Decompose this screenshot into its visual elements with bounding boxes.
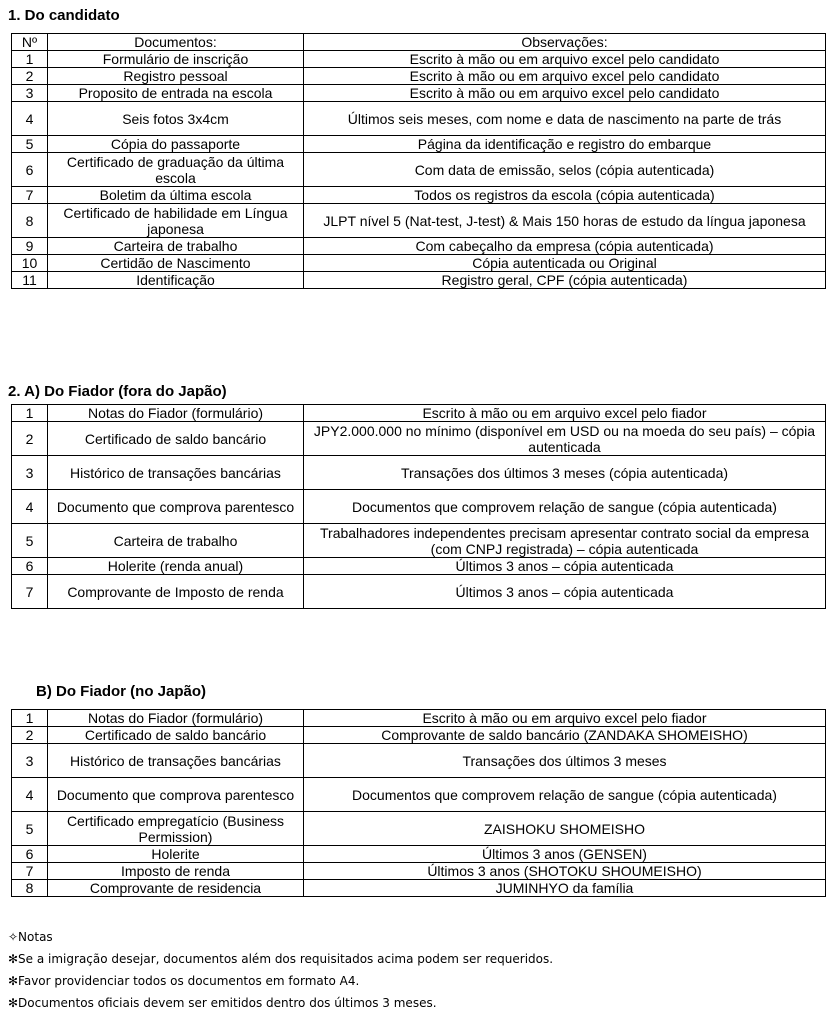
guarantor-abroad-table (11, 404, 826, 609)
col-header-documents: Documentos: (48, 34, 304, 51)
document-name: Cópia do passaporte (48, 136, 304, 153)
table-row (12, 204, 826, 238)
document-name: Holerite (renda anual) (48, 558, 304, 575)
table-row (12, 187, 826, 204)
table-row (12, 238, 826, 255)
observation: Escrito à mão ou em arquivo excel pelo candidato (304, 51, 826, 68)
row-number: 8 (12, 204, 48, 238)
document-name: Holerite (48, 846, 304, 863)
row-number: 9 (12, 238, 48, 255)
row-number: 1 (12, 710, 48, 727)
table-row (12, 744, 826, 778)
observation: Transações dos últimos 3 meses (cópia autenticada) (304, 456, 826, 490)
observation: Últimos 3 anos – cópia autenticada (304, 558, 826, 575)
row-number: 11 (12, 272, 48, 289)
table-row (12, 863, 826, 880)
document-name: Certificado de graduação da última escola (48, 153, 304, 187)
row-number: 6 (12, 558, 48, 575)
row-number: 3 (12, 744, 48, 778)
observation: Escrito à mão ou em arquivo excel pelo fiador (304, 405, 826, 422)
table-row (12, 575, 826, 609)
row-number: 5 (12, 524, 48, 558)
observation: Escrito à mão ou em arquivo excel pelo candidato (304, 85, 826, 102)
document-name: Notas do Fiador (formulário) (48, 405, 304, 422)
note-item-2: ✻Favor providenciar todos os documentos em formato A4. (8, 974, 360, 988)
observation: JUMINHYO da família (304, 880, 826, 897)
document-name: Carteira de trabalho (48, 524, 304, 558)
row-number: 10 (12, 255, 48, 272)
observation: Com data de emissão, selos (cópia autenticada) (304, 153, 826, 187)
observation: Escrito à mão ou em arquivo excel pelo fiador (304, 710, 826, 727)
document-name: Certificado de habilidade em Língua japonesa (48, 204, 304, 238)
col-header-observations: Observações: (304, 34, 826, 51)
table-row (12, 558, 826, 575)
notes-title: ✧Notas (8, 930, 53, 944)
row-number: 5 (12, 812, 48, 846)
row-number: 1 (12, 405, 48, 422)
observation: Página da identificação e registro do embarque (304, 136, 826, 153)
guarantor-japan-table (11, 709, 826, 897)
document-name: Documento que comprova parentesco (48, 490, 304, 524)
row-number: 4 (12, 778, 48, 812)
row-number: 2 (12, 422, 48, 456)
row-number: 7 (12, 187, 48, 204)
observation: Com cabeçalho da empresa (cópia autenticada) (304, 238, 826, 255)
note-item-1: ✻Se a imigração desejar, documentos além dos requisitados acima podem ser requeridos. (8, 952, 554, 966)
col-header-number: Nº (12, 34, 48, 51)
document-name: Formulário de inscrição (48, 51, 304, 68)
row-number: 2 (12, 727, 48, 744)
document-name: Imposto de renda (48, 863, 304, 880)
document-name: Histórico de transações bancárias (48, 456, 304, 490)
row-number: 7 (12, 575, 48, 609)
observation: Trabalhadores independentes precisam apresentar contrato social da empresa (com CNPJ registrada) – cópia autenticada (304, 524, 826, 558)
table-row (12, 880, 826, 897)
row-number: 6 (12, 153, 48, 187)
row-number: 3 (12, 85, 48, 102)
row-number: 6 (12, 846, 48, 863)
document-name: Notas do Fiador (formulário) (48, 710, 304, 727)
document-name: Seis fotos 3x4cm (48, 102, 304, 136)
document-name: Documento que comprova parentesco (48, 778, 304, 812)
row-number: 4 (12, 102, 48, 136)
document-name: Comprovante de residencia (48, 880, 304, 897)
observation: Documentos que comprovem relação de sangue (cópia autenticada) (304, 778, 826, 812)
document-name: Identificação (48, 272, 304, 289)
document-name: Proposito de entrada na escola (48, 85, 304, 102)
note-item-3: ✻Documentos oficiais devem ser emitidos dentro dos últimos 3 meses. (8, 996, 437, 1010)
row-number: 1 (12, 51, 48, 68)
observation: Escrito à mão ou em arquivo excel pelo candidato (304, 68, 826, 85)
observation: Transações dos últimos 3 meses (304, 744, 826, 778)
observation: JPY2.000.000 no mínimo (disponível em USD ou na moeda do seu país) – cópia autenticada (304, 422, 826, 456)
observation: Cópia autenticada ou Original (304, 255, 826, 272)
table-row (12, 85, 826, 102)
candidate-documents-table (11, 33, 826, 289)
observation: Documentos que comprovem relação de sangue (cópia autenticada) (304, 490, 826, 524)
row-number: 7 (12, 863, 48, 880)
document-name: Certificado empregatício (Business Permission) (48, 812, 304, 846)
row-number: 2 (12, 68, 48, 85)
table-row (12, 846, 826, 863)
table-row (12, 68, 826, 85)
document-name: Comprovante de Imposto de renda (48, 575, 304, 609)
section2a-title: 2. A) Do Fiador (fora do Japão) (8, 383, 227, 400)
row-number: 8 (12, 880, 48, 897)
row-number: 3 (12, 456, 48, 490)
observation: Registro geral, CPF (cópia autenticada) (304, 272, 826, 289)
table-row (12, 422, 826, 456)
observation: ZAISHOKU SHOMEISHO (304, 812, 826, 846)
table-row (12, 255, 826, 272)
table-row (12, 524, 826, 558)
table-row (12, 778, 826, 812)
table-row (12, 405, 826, 422)
table-header-row (12, 34, 826, 51)
document-name: Carteira de trabalho (48, 238, 304, 255)
document-name: Registro pessoal (48, 68, 304, 85)
document-name: Certidão de Nascimento (48, 255, 304, 272)
document-name: Boletim da última escola (48, 187, 304, 204)
observation: Últimos 3 anos (GENSEN) (304, 846, 826, 863)
table-row (12, 812, 826, 846)
row-number: 5 (12, 136, 48, 153)
document-name: Certificado de saldo bancário (48, 422, 304, 456)
table-row (12, 727, 826, 744)
observation: Comprovante de saldo bancário (ZANDAKA SHOMEISHO) (304, 727, 826, 744)
document-name: Certificado de saldo bancário (48, 727, 304, 744)
section1-title: 1. Do candidato (8, 7, 120, 24)
table-row (12, 272, 826, 289)
table-row (12, 710, 826, 727)
row-number: 4 (12, 490, 48, 524)
table-row (12, 102, 826, 136)
section2b-title: B) Do Fiador (no Japão) (36, 683, 206, 700)
observation: Todos os registros da escola (cópia autenticada) (304, 187, 826, 204)
observation: Últimos 3 anos (SHOTOKU SHOUMEISHO) (304, 863, 826, 880)
observation: Últimos 3 anos – cópia autenticada (304, 575, 826, 609)
table-row (12, 153, 826, 187)
table-row (12, 136, 826, 153)
table-row (12, 490, 826, 524)
table-row (12, 51, 826, 68)
observation: Últimos seis meses, com nome e data de nascimento na parte de trás (304, 102, 826, 136)
table-row (12, 456, 826, 490)
observation: JLPT nível 5 (Nat-test, J-test) & Mais 150 horas de estudo da língua japonesa (304, 204, 826, 238)
document-name: Histórico de transações bancárias (48, 744, 304, 778)
